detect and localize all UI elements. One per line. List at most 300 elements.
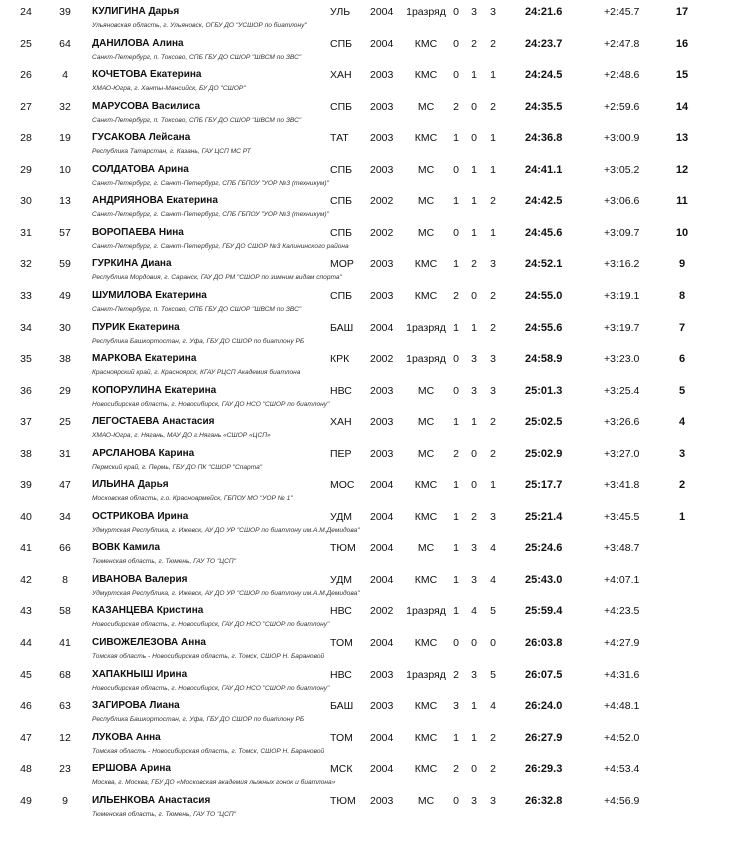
penalty-total: 3: [490, 353, 496, 366]
penalty-total: 2: [490, 763, 496, 776]
region-code: УЛЬ: [330, 6, 351, 18]
table-row: [0, 320, 750, 352]
time-gap: +3:25.4: [604, 384, 640, 397]
table-row: [0, 67, 750, 99]
finish-time: 24:35.5: [525, 100, 563, 113]
time-gap: +4:31.6: [604, 668, 640, 681]
place-cell: 28: [20, 132, 32, 145]
time-gap: +3:27.0: [604, 447, 640, 460]
finish-time: 24:41.1: [525, 163, 563, 176]
table-row: [0, 698, 750, 730]
table-row: [0, 162, 750, 194]
region-code: СПБ: [330, 37, 353, 50]
region-code: ТЮМ: [330, 542, 356, 555]
points-cell: 15: [675, 69, 689, 82]
table-row: [0, 383, 750, 415]
athlete-organization: ХМАО-Югра, г. Нягань, МАУ ДО г.Нягань «СШОР «ЦСП»: [92, 432, 271, 440]
birth-year: 2004: [370, 37, 394, 50]
penalty-total: 1: [490, 69, 496, 82]
finish-time: 26:24.0: [525, 700, 563, 713]
penalty-total: 1: [490, 479, 496, 492]
points-cell: [670, 761, 694, 777]
table-row: [0, 509, 750, 541]
sport-rank: МС: [417, 416, 435, 429]
bib-cell: 4: [62, 69, 68, 82]
place-cell: 24: [20, 6, 32, 18]
athlete-name: ЛУКОВА Анна: [92, 731, 161, 743]
region-code: ХАН: [330, 69, 352, 82]
place-cell: 27: [20, 100, 32, 113]
shooting-stage-1: 0: [453, 37, 459, 50]
shooting-stage-1: 0: [453, 69, 459, 82]
finish-time: 24:55.0: [525, 289, 563, 302]
shooting-stage-1: 1: [453, 731, 459, 744]
athlete-organization: Новосибирская область, г. Новосибирск, ГАУ ДО НСО "СШОР по биатлону": [92, 621, 330, 629]
time-gap: +3:05.2: [604, 163, 640, 176]
shooting-stage-2: 3: [471, 573, 477, 586]
shooting-stage-1: 1: [453, 510, 459, 523]
penalty-total: 5: [490, 605, 496, 618]
athlete-name: ОСТРИКОВА Ирина: [92, 510, 189, 522]
birth-year: 2004: [370, 542, 394, 555]
finish-time: 25:02.9: [525, 447, 563, 460]
penalty-total: 3: [490, 510, 496, 523]
penalty-total: 3: [490, 258, 496, 271]
points-cell: 11: [676, 195, 688, 208]
sport-rank: МС: [417, 447, 435, 460]
shooting-stage-1: 1: [453, 542, 459, 555]
shooting-stage-1: 2: [453, 668, 459, 681]
finish-time: 24:42.5: [525, 195, 563, 208]
time-gap: +3:19.1: [604, 289, 640, 302]
birth-year: 2002: [370, 195, 394, 208]
finish-time: 24:58.9: [525, 353, 563, 366]
table-row: [0, 36, 750, 68]
sport-rank: МС: [417, 384, 435, 397]
penalty-total: 1: [490, 163, 496, 176]
shooting-stage-2: 1: [471, 226, 477, 239]
table-row: [0, 130, 750, 162]
sport-rank: 1разряд: [406, 668, 446, 681]
time-gap: +3:45.5: [604, 510, 640, 523]
points-cell: 1: [678, 510, 686, 523]
shooting-stage-2: 1: [471, 195, 477, 208]
sport-rank: 1разряд: [406, 321, 446, 334]
bib-cell: 13: [59, 195, 71, 208]
finish-time: 24:36.8: [525, 132, 563, 145]
points-cell: 12: [675, 163, 689, 176]
place-cell: 39: [20, 479, 32, 492]
birth-year: 2003: [370, 668, 394, 681]
birth-year: 2004: [370, 763, 394, 776]
finish-time: 24:23.7: [525, 37, 563, 50]
penalty-total: 2: [490, 289, 496, 302]
athlete-name: ДАНИЛОВА Алина: [92, 37, 184, 49]
shooting-stage-2: 0: [471, 132, 477, 145]
birth-year: 2004: [370, 321, 394, 334]
athlete-organization: Московская область, г.о. Красноармейск, ГБПОУ МО "УОР № 1": [92, 495, 293, 503]
shooting-stage-1: 1: [453, 479, 459, 492]
sport-rank: КМС: [414, 258, 438, 271]
athlete-name: КОЧЕТОВА Екатерина: [92, 69, 202, 81]
points-cell: 14: [675, 100, 689, 113]
sport-rank: МС: [417, 195, 435, 208]
birth-year: 2003: [370, 163, 394, 176]
bib-cell: 19: [59, 132, 71, 145]
bib-cell: 41: [59, 637, 71, 649]
place-cell: 37: [20, 416, 32, 429]
points-cell: 17: [675, 6, 689, 18]
sport-rank: КМС: [414, 69, 438, 82]
shooting-stage-2: 1: [471, 416, 477, 429]
bib-cell: 64: [59, 37, 71, 50]
region-code: УДМ: [330, 510, 353, 523]
athlete-name: ПУРИК Екатерина: [92, 321, 180, 333]
athlete-organization: Удмуртская Республика, г. Ижевск, АУ ДО УР "СШОР по биатлону им.А.М.Демидова": [92, 589, 360, 597]
region-code: НВС: [330, 384, 352, 397]
table-row: [0, 572, 750, 604]
finish-time: 25:43.0: [525, 573, 563, 586]
table-row: [0, 193, 750, 225]
place-cell: 49: [20, 794, 32, 807]
birth-year: 2002: [370, 226, 394, 239]
time-gap: +3:41.8: [604, 479, 640, 492]
penalty-total: 1: [490, 226, 496, 239]
region-code: ХАН: [330, 416, 352, 429]
bib-cell: 47: [59, 479, 71, 492]
bib-cell: 38: [59, 353, 71, 366]
place-cell: 46: [20, 700, 32, 713]
time-gap: +2:47.8: [604, 37, 640, 50]
shooting-stage-2: 0: [471, 447, 477, 460]
shooting-stage-2: 3: [471, 353, 477, 366]
points-cell: 9: [678, 258, 686, 271]
penalty-total: 4: [490, 573, 496, 586]
table-row: [0, 256, 750, 288]
bib-cell: 12: [59, 731, 71, 744]
time-gap: +4:56.9: [604, 794, 640, 807]
time-gap: +4:53.4: [604, 763, 640, 776]
shooting-stage-2: 0: [471, 100, 477, 113]
time-gap: +4:27.9: [604, 637, 640, 649]
shooting-stage-2: 3: [471, 6, 477, 18]
shooting-stage-2: 0: [471, 479, 477, 492]
table-row: [0, 446, 750, 478]
bib-cell: 66: [59, 542, 71, 555]
shooting-stage-2: 0: [471, 763, 477, 776]
athlete-organization: Удмуртская Республика, г. Ижевск, АУ ДО УР "СШОР по биатлону им.А.М.Демидова": [92, 526, 360, 534]
sport-rank: КМС: [414, 510, 438, 523]
athlete-name: КУЛИГИНА Дарья: [92, 6, 180, 17]
region-code: МСК: [330, 763, 353, 776]
time-gap: +4:52.0: [604, 731, 640, 744]
shooting-stage-1: 3: [453, 700, 459, 713]
finish-time: 24:52.1: [525, 258, 563, 271]
time-gap: +3:00.9: [604, 132, 640, 145]
region-code: ТОМ: [330, 731, 353, 744]
shooting-stage-1: 1: [453, 416, 459, 429]
region-code: НВС: [330, 605, 352, 618]
birth-year: 2003: [370, 69, 394, 82]
athlete-organization: Санкт-Петербург, г. Санкт-Петербург, ГБУ ДО СШОР №3 Калининского района: [92, 242, 349, 250]
time-gap: +3:19.7: [604, 321, 640, 334]
region-code: СПБ: [330, 195, 353, 208]
athlete-organization: Томская область - Новосибирская область, г. Томск, СШОР Н. Барановой: [92, 653, 325, 660]
finish-time: 24:24.5: [525, 69, 563, 82]
sport-rank: МС: [417, 542, 435, 555]
region-code: УДМ: [330, 573, 353, 586]
shooting-stage-1: 0: [453, 226, 459, 239]
bib-cell: 57: [59, 226, 71, 239]
points-cell: 8: [678, 289, 686, 302]
place-cell: 44: [20, 637, 32, 649]
birth-year: 2003: [370, 700, 394, 713]
bib-cell: 49: [59, 289, 71, 302]
finish-time: 25:02.5: [525, 416, 563, 429]
shooting-stage-1: 0: [453, 794, 459, 807]
points-cell: 10: [675, 226, 689, 239]
penalty-total: 4: [490, 700, 496, 713]
athlete-organization: ХМАО-Югра, г. Ханты-Мансийск, БУ ДО "СШОР": [92, 85, 246, 93]
shooting-stage-2: 1: [471, 700, 477, 713]
shooting-stage-1: 1: [453, 132, 459, 145]
athlete-name: ВОРОПАЕВА Нина: [92, 226, 184, 238]
birth-year: 2004: [370, 731, 394, 744]
bib-cell: 31: [59, 447, 71, 460]
table-row: [0, 603, 750, 635]
athlete-organization: Санкт-Петербург, г. Санкт-Петербург, СПБ ГБПОУ "УОР №3 (техникум)": [92, 211, 329, 219]
finish-time: 25:21.4: [525, 510, 563, 523]
athlete-organization: Москва, г. Москва, ГБУ ДО «Московская академия лыжных гонок и биатлона»: [92, 779, 336, 787]
table-row: [0, 761, 750, 793]
sport-rank: КМС: [414, 573, 438, 586]
birth-year: 2003: [370, 794, 394, 807]
region-code: ПЕР: [330, 447, 352, 460]
finish-time: 26:27.9: [525, 731, 563, 744]
time-gap: +4:48.1: [604, 700, 640, 713]
penalty-total: 5: [490, 668, 496, 681]
bib-cell: 68: [59, 668, 71, 681]
place-cell: 43: [20, 605, 32, 618]
birth-year: 2004: [370, 637, 394, 649]
birth-year: 2002: [370, 605, 394, 618]
birth-year: 2004: [370, 6, 394, 18]
birth-year: 2003: [370, 258, 394, 271]
table-row: [0, 667, 750, 699]
athlete-name: ШУМИЛОВА Екатерина: [92, 289, 207, 301]
athlete-organization: Санкт-Петербург, п. Токсово, СПБ ГБУ ДО СШОР "ШВСМ по ЗВС": [92, 116, 302, 124]
region-code: БАШ: [330, 321, 354, 334]
athlete-name: МАРКОВА Екатерина: [92, 353, 197, 365]
bib-cell: 10: [59, 163, 71, 176]
athlete-organization: Красноярский край, г. Красноярск, КГАУ РЦСП Академия биатлона: [92, 369, 301, 377]
finish-time: 24:45.6: [525, 226, 563, 239]
athlete-name: ВОВК Камила: [92, 542, 161, 554]
shooting-stage-2: 3: [471, 668, 477, 681]
penalty-total: 1: [490, 132, 496, 145]
penalty-total: 2: [490, 731, 496, 744]
athlete-organization: Пермский край, г. Пермь, ГБУ ДО ПК "СШОР "Спарта": [92, 463, 263, 471]
athlete-name: ХАПАКНЫШ Ирина: [92, 668, 188, 680]
region-code: НВС: [330, 668, 352, 681]
athlete-name: ЛЕГОСТАЕВА Анастасия: [92, 416, 215, 428]
shooting-stage-1: 1: [453, 573, 459, 586]
shooting-stage-2: 3: [471, 794, 477, 807]
sport-rank: КМС: [414, 763, 438, 776]
birth-year: 2004: [370, 479, 394, 492]
place-cell: 29: [20, 163, 32, 176]
region-code: МОР: [330, 258, 354, 271]
table-row: [0, 99, 750, 131]
shooting-stage-1: 2: [453, 447, 459, 460]
bib-cell: 29: [59, 384, 71, 397]
shooting-stage-1: 0: [453, 353, 459, 366]
athlete-name: АНДРИЯНОВА Екатерина: [92, 195, 218, 207]
points-cell: 5: [678, 384, 686, 397]
shooting-stage-2: 1: [471, 163, 477, 176]
points-cell: 13: [675, 132, 689, 145]
bib-cell: 9: [62, 794, 68, 807]
place-cell: 35: [20, 353, 32, 366]
place-cell: 32: [20, 258, 32, 271]
penalty-total: 4: [490, 542, 496, 555]
bib-cell: 39: [59, 6, 71, 18]
time-gap: +2:48.6: [604, 69, 640, 82]
place-cell: 25: [20, 37, 32, 50]
athlete-name: МАРУСОВА Василиса: [92, 100, 201, 112]
time-gap: +3:48.7: [604, 542, 640, 555]
time-gap: +4:23.5: [604, 605, 640, 618]
time-gap: +4:07.1: [604, 573, 640, 586]
sport-rank: 1разряд: [406, 353, 446, 366]
birth-year: 2003: [370, 447, 394, 460]
table-row: [0, 351, 750, 383]
sport-rank: МС: [417, 226, 435, 239]
shooting-stage-2: 3: [471, 542, 477, 555]
athlete-name: ИЛЬЕНКОВА Анастасия: [92, 794, 211, 806]
bib-cell: 8: [62, 573, 68, 586]
points-cell: [670, 572, 694, 588]
finish-time: 25:01.3: [525, 384, 563, 397]
table-row: [0, 477, 750, 509]
athlete-name: СОЛДАТОВА Арина: [92, 163, 189, 175]
athlete-organization: Санкт-Петербург, г. Санкт-Петербург, СПБ ГБПОУ "УОР №3 (техникум)": [92, 179, 329, 187]
points-cell: 4: [678, 416, 686, 429]
athlete-organization: Новосибирская область, г. Новосибирск, ГАУ ДО НСО "СШОР по биатлону": [92, 400, 330, 408]
finish-time: 24:55.6: [525, 321, 563, 334]
shooting-stage-1: 0: [453, 637, 459, 649]
athlete-organization: Республика Башкортостан, г. Уфа, ГБУ ДО СШОР по биатлону РБ: [92, 716, 305, 724]
birth-year: 2004: [370, 573, 394, 586]
points-cell: [670, 635, 694, 651]
table-row: [0, 4, 750, 36]
points-cell: [670, 540, 694, 556]
athlete-name: ГУСАКОВА Лейсана: [92, 132, 191, 144]
shooting-stage-1: 0: [453, 6, 459, 18]
sport-rank: КМС: [414, 479, 438, 492]
finish-time: 25:59.4: [525, 605, 563, 618]
birth-year: 2003: [370, 132, 394, 145]
shooting-stage-2: 1: [471, 321, 477, 334]
sport-rank: КМС: [414, 700, 438, 713]
athlete-name: ЗАГИРОВА Лиана: [92, 700, 180, 712]
time-gap: +3:23.0: [604, 353, 640, 366]
finish-time: 26:03.8: [525, 637, 563, 649]
shooting-stage-2: 4: [471, 605, 477, 618]
region-code: СПБ: [330, 163, 353, 176]
table-row: [0, 414, 750, 446]
penalty-total: 2: [490, 37, 496, 50]
finish-time: 26:29.3: [525, 763, 563, 776]
birth-year: 2003: [370, 100, 394, 113]
birth-year: 2002: [370, 353, 394, 366]
athlete-organization: Республика Мордовия, г. Саранск, ГАУ ДО РМ "СШОР по зимним видам спорта": [92, 274, 342, 282]
time-gap: +3:16.2: [604, 258, 640, 271]
time-gap: +2:59.6: [604, 100, 640, 113]
place-cell: 40: [20, 510, 32, 523]
region-code: БАШ: [330, 700, 354, 713]
bib-cell: 30: [59, 321, 71, 334]
athlete-organization: Республика Башкортостан, г. Уфа, ГБУ ДО СШОР по биатлону РБ: [92, 337, 305, 345]
bib-cell: 25: [59, 416, 71, 429]
sport-rank: КМС: [414, 637, 438, 649]
sport-rank: КМС: [414, 37, 438, 50]
points-cell: 16: [675, 37, 689, 50]
finish-time: 25:24.6: [525, 542, 563, 555]
shooting-stage-2: 1: [471, 731, 477, 744]
sport-rank: МС: [417, 794, 435, 807]
penalty-total: 3: [490, 6, 496, 18]
athlete-organization: Тюменская область, г. Тюмень, ГАУ ТО "ЦСП": [92, 558, 236, 566]
place-cell: 34: [20, 321, 32, 334]
athlete-organization: Новосибирская область, г. Новосибирск, ГАУ ДО НСО "СШОР по биатлону": [92, 684, 330, 692]
region-code: СПБ: [330, 100, 353, 113]
region-code: КРК: [330, 353, 350, 366]
place-cell: 36: [20, 384, 32, 397]
place-cell: 42: [20, 573, 32, 586]
place-cell: 30: [20, 195, 32, 208]
sport-rank: МС: [417, 100, 435, 113]
points-cell: 3: [678, 447, 686, 460]
shooting-stage-2: 3: [471, 384, 477, 397]
sport-rank: КМС: [414, 731, 438, 744]
penalty-total: 2: [490, 416, 496, 429]
sport-rank: 1разряд: [406, 6, 446, 18]
shooting-stage-1: 2: [453, 289, 459, 302]
athlete-name: КАЗАНЦЕВА Кристина: [92, 605, 204, 617]
finish-time: 24:21.6: [525, 6, 563, 18]
place-cell: 31: [20, 226, 32, 239]
bib-cell: 34: [59, 510, 71, 523]
points-cell: [670, 603, 694, 619]
finish-time: 25:17.7: [525, 479, 563, 492]
time-gap: +2:45.7: [604, 6, 640, 18]
penalty-total: 2: [490, 321, 496, 334]
birth-year: 2003: [370, 289, 394, 302]
athlete-organization: Тюменская область, г. Тюмень, ГАУ ТО "ЦСП": [92, 810, 236, 818]
bib-cell: 59: [59, 258, 71, 271]
time-gap: +3:26.6: [604, 416, 640, 429]
place-cell: 48: [20, 763, 32, 776]
sport-rank: 1разряд: [406, 605, 446, 618]
region-code: СПБ: [330, 226, 353, 239]
birth-year: 2003: [370, 416, 394, 429]
place-cell: 45: [20, 668, 32, 681]
penalty-total: 2: [490, 195, 496, 208]
shooting-stage-1: 1: [453, 321, 459, 334]
athlete-organization: Ульяновская область, г. Ульяновск, ОГБУ ДО "УСШОР по биатлону": [92, 22, 307, 29]
bib-cell: 58: [59, 605, 71, 618]
